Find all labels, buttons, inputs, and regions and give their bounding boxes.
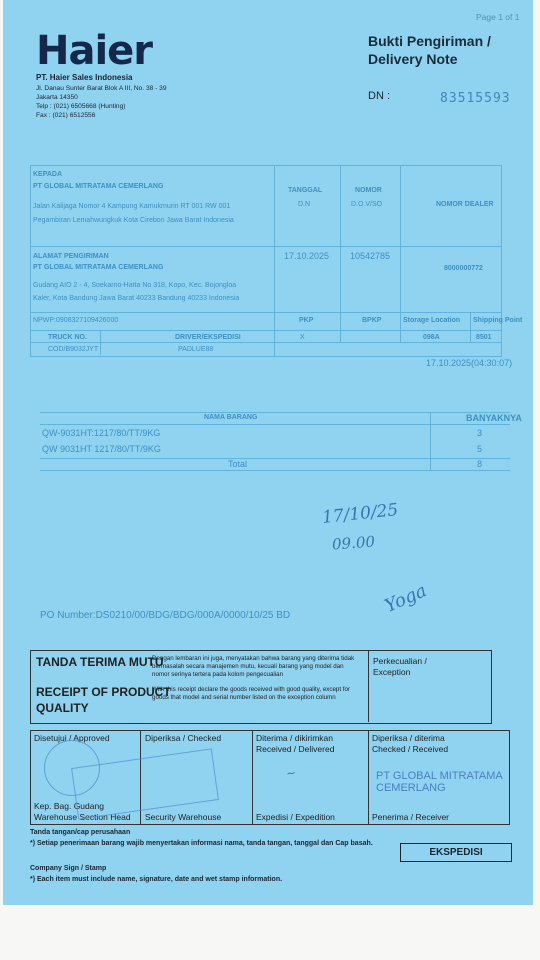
pkp-value: X <box>300 334 305 341</box>
shipping-address-2: Kaler, Kota Bandung Jawa Barat 40233 Bandung 40233 Indonesia <box>33 295 240 302</box>
copy-label: EKSPEDISI <box>400 843 512 862</box>
bpkp-label: BPKP <box>362 317 382 324</box>
truck-value: COD/B9032JYT <box>48 346 99 353</box>
company-address-1: Jl. Danau Sunter Barat Blok A III, No. 38 - 39 <box>36 85 167 92</box>
warehouse-head-label-id: Kep. Bag. Gudang <box>34 801 104 811</box>
dealer-number: 8000000772 <box>444 265 483 272</box>
receipt-text-id: Dengan lembaran ini juga, menyatakan bahwa barang yang diterima tidak bermasalah secara manajemen mutu, kecuali barang yang model dan nomor serinya tertera pada kolom pengecualian <box>152 655 355 678</box>
truck-label: TRUCK NO. <box>48 334 87 341</box>
col-dn: D.N <box>298 201 311 208</box>
receiver-label: Penerima / Receiver <box>372 812 450 822</box>
checked-label: Diperiksa / Checked <box>145 733 222 743</box>
handwritten-date: 17/10/25 <box>321 500 400 528</box>
items-total-value: 8 <box>477 459 483 469</box>
item-row-1-qty: 3 <box>477 428 483 438</box>
company-name: PT. Haier Sales Indonesia <box>36 73 133 82</box>
dn-label: DN : <box>368 90 390 102</box>
col-tanggal: TANGGAL <box>288 187 323 194</box>
delivered-label-id: Diterima / dikirimkan <box>256 733 333 743</box>
dov-number: 10542785 <box>350 251 391 261</box>
item-row-1-name: QW-9031HT:1217/80/TT/9KG <box>42 428 161 438</box>
expedition-label: Expedisi / Expedition <box>256 812 335 822</box>
page-number: Page 1 of 1 <box>476 12 520 22</box>
dn-date: 17.10.2025 <box>284 251 330 261</box>
handwritten-signature: Yoga <box>381 580 430 617</box>
warehouse-head-label-en: Warehouse Section Head <box>34 812 131 822</box>
col-dealer: NOMOR DEALER <box>436 201 494 208</box>
document-title <box>368 32 491 68</box>
handwritten-time: 09.00 <box>331 532 376 554</box>
document-title-en: Delivery Note <box>368 51 458 67</box>
note-id: *) Setiap penerimaan barang wajib menyertakan informasi nama, tanda tangan, tanggal dan Cap basah. <box>30 840 373 847</box>
pkp-label: PKP <box>299 317 314 324</box>
expedition-signature-icon: ~ <box>284 765 298 781</box>
items-col-name: NAMA BARANG <box>204 414 258 421</box>
checked-received-label-id: Diperiksa / diterima <box>372 733 445 743</box>
consignee-address-1: Jalan Kalijaga Nomor 4 Kampung Kamukmurin RT 001 RW 001 <box>33 203 231 210</box>
item-row-2-name: QW 9031HT 1217/80/TT/9KG <box>42 444 161 454</box>
col-dovso: D.O.V/SO <box>351 201 383 208</box>
printed-timestamp: 17.10.2025(04:30:07) <box>426 358 513 368</box>
exception-label-id: Perkecualian / <box>373 656 427 666</box>
storage-location-value: 098A <box>423 334 440 341</box>
delivered-label-en: Received / Delivered <box>256 744 335 754</box>
consignee-name: PT GLOBAL MITRATAMA CEMERLANG <box>33 183 164 190</box>
exception-label-en: Exception <box>373 667 411 677</box>
driver-value: PADLUE88 <box>178 346 214 353</box>
col-nomor: NOMOR <box>355 187 382 194</box>
items-col-qty: BANYAKNYA <box>466 413 522 423</box>
security-label: Security Warehouse <box>145 812 222 822</box>
po-number: PO Number:DS0210/00/BDG/BDG/000A/0000/10/25 BD <box>40 610 291 621</box>
receipt-text-en: With this receipt declare the goods received with good quality, except for goods that model and serial number listed on the exception column <box>152 686 350 701</box>
shipping-point-value: 8501 <box>476 334 492 341</box>
checked-received-label-en: Checked / Received <box>372 744 449 754</box>
delivered-label <box>256 733 334 755</box>
npwp: NPWP:0908327109426000 <box>33 317 119 324</box>
sign-label: Tanda tangan/cap perusahaan <box>30 829 131 836</box>
company-phone: Telp : (021) 6505668 (Hunting) <box>36 103 126 110</box>
haier-logo: Haier <box>36 28 153 74</box>
approved-label: Disetujui / Approved <box>34 733 110 743</box>
company-fax: Fax : (021) 6512556 <box>36 112 96 119</box>
receipt-title-en-line-1: RECEIPT OF PRODUCT <box>36 685 171 699</box>
shipping-address-1: Gudang AIO 2 - 4, Soekarno-Hatta No 318, Kopo, Kec. Bojongloa <box>33 282 237 289</box>
receipt-title-en-line-2: QUALITY <box>36 701 89 715</box>
kepada-label: KEPADA <box>33 171 63 178</box>
receiver-stamp-company: PT GLOBAL MITRATAMA CEMERLANG <box>376 770 503 794</box>
consignee-address-2: Pegambiran Lemahwungkuk Kota Cirebon Jawa Barat Indonesia <box>33 217 234 224</box>
sign-label-en: Company Sign / Stamp <box>30 865 107 872</box>
storage-location-label: Storage Location <box>403 317 461 324</box>
exception-label <box>373 656 427 678</box>
receipt-title-id: TANDA TERIMA MUTU <box>36 655 164 669</box>
driver-label: DRIVER/EKSPEDISI <box>175 334 241 341</box>
document-title-id: Bukti Pengiriman / <box>368 33 491 49</box>
receipt-title-en <box>36 684 171 716</box>
shipping-name: PT GLOBAL MITRATAMA CEMERLANG <box>33 264 164 271</box>
shipping-point-label: Shipping Point <box>473 317 523 324</box>
item-row-2-qty: 5 <box>477 444 483 454</box>
company-address-2: Jakarta 14350 <box>36 94 78 101</box>
checked-received-label <box>372 733 448 755</box>
dn-number: 83515593 <box>440 91 511 106</box>
items-total-label: Total <box>228 459 248 469</box>
note-en: *) Each item must include name, signature, date and wet stamp information. <box>30 876 283 883</box>
alamat-label: ALAMAT PENGIRIMAN <box>33 253 109 260</box>
